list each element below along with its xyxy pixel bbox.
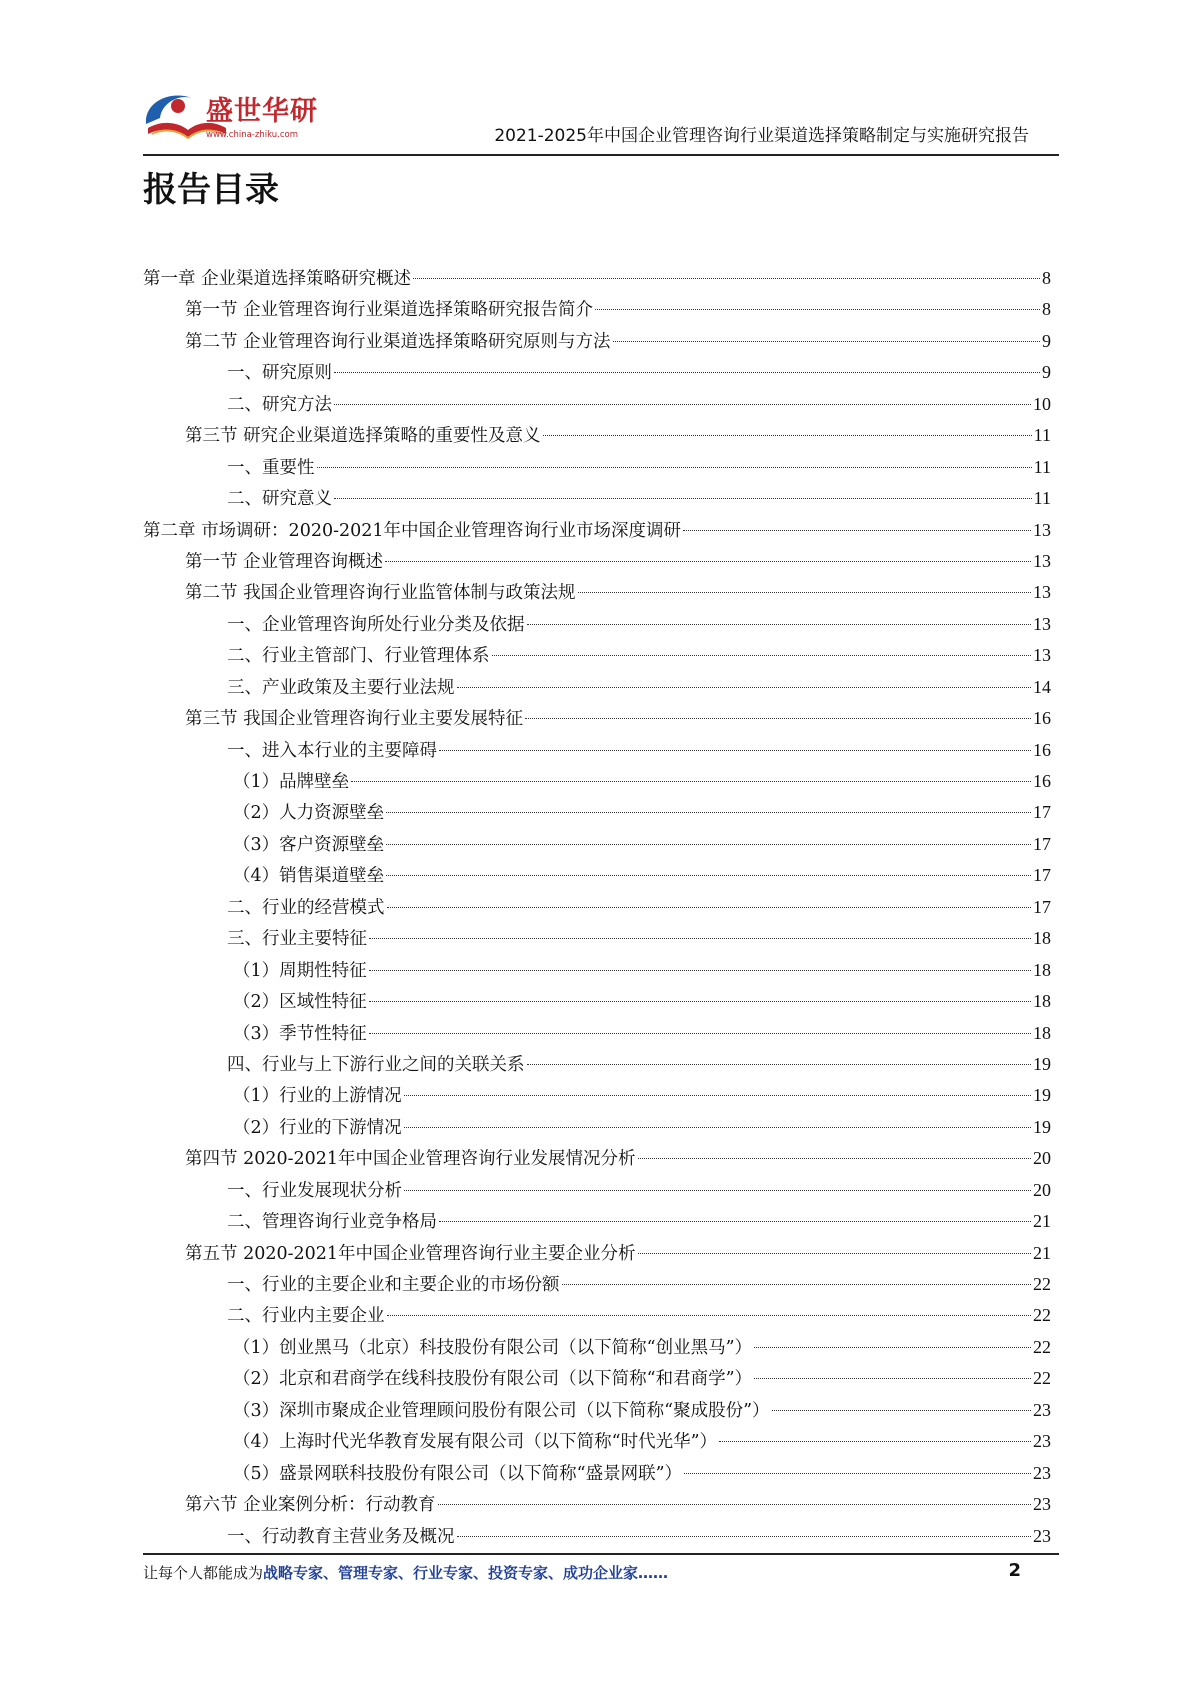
toc-entry-page: 22 bbox=[1033, 1305, 1051, 1326]
toc-entry-page: 21 bbox=[1033, 1211, 1051, 1232]
toc-entry-label: 第一章 企业渠道选择策略研究概述 bbox=[143, 269, 412, 289]
toc-dot-leader bbox=[404, 1095, 1031, 1096]
toc-entry[interactable] bbox=[143, 1143, 1051, 1174]
toc-entry-label: 一、行业发展现状分析 bbox=[227, 1180, 402, 1201]
toc-entry[interactable] bbox=[143, 1206, 1051, 1237]
toc-entry-label: 二、研究意义 bbox=[227, 489, 332, 510]
toc-entry-label: （5）盛景网联科技股份有限公司（以下简称“盛景网联”） bbox=[233, 1463, 683, 1484]
toc-entry[interactable] bbox=[143, 735, 1051, 766]
logo-url: www.china-zhiku.com bbox=[206, 130, 298, 140]
toc-dot-leader bbox=[719, 1441, 1031, 1442]
toc-entry[interactable] bbox=[143, 389, 1051, 420]
toc-entry[interactable] bbox=[143, 609, 1051, 640]
toc-dot-leader bbox=[754, 1378, 1031, 1379]
toc-entry-page: 17 bbox=[1033, 802, 1051, 823]
toc-entry-label: 一、企业管理咨询所处行业分类及依据 bbox=[227, 614, 525, 635]
toc-entry-page: 23 bbox=[1033, 1462, 1051, 1483]
toc-entry-label: 第一节 企业管理咨询概述 bbox=[185, 551, 384, 572]
toc-entry[interactable] bbox=[143, 892, 1051, 923]
toc-entry-label: （4）销售渠道壁垒 bbox=[233, 866, 385, 887]
toc-entry[interactable] bbox=[143, 672, 1051, 703]
table-of-contents bbox=[143, 263, 1051, 1552]
toc-dot-leader bbox=[543, 435, 1032, 436]
toc-dot-leader bbox=[638, 1158, 1031, 1159]
toc-entry-page: 14 bbox=[1033, 676, 1051, 697]
toc-entry[interactable] bbox=[143, 515, 1051, 546]
toc-entry[interactable] bbox=[143, 546, 1051, 577]
toc-dot-leader bbox=[386, 844, 1031, 845]
toc-dot-leader bbox=[334, 404, 1031, 405]
toc-entry[interactable] bbox=[143, 1080, 1051, 1111]
toc-entry-page: 23 bbox=[1033, 1494, 1051, 1515]
toc-entry-label: 二、行业的经营模式 bbox=[227, 897, 385, 918]
toc-entry-label: 第三节 研究企业渠道选择策略的重要性及意义 bbox=[185, 426, 541, 447]
toc-entry-label: 二、行业主管部门、行业管理体系 bbox=[227, 646, 490, 667]
toc-dot-leader bbox=[492, 655, 1032, 656]
toc-entry-label: 一、进入本行业的主要障碍 bbox=[227, 740, 437, 761]
toc-entry-page: 10 bbox=[1033, 393, 1051, 414]
toc-entry-page: 23 bbox=[1033, 1399, 1051, 1420]
toc-entry-page: 19 bbox=[1033, 1116, 1051, 1137]
toc-entry-label: （3）季节性特征 bbox=[233, 1023, 367, 1044]
toc-entry-page: 18 bbox=[1033, 959, 1051, 980]
footer-slogan bbox=[143, 1566, 668, 1581]
toc-entry[interactable] bbox=[143, 797, 1051, 828]
toc-entry-page: 17 bbox=[1033, 896, 1051, 917]
toc-entry-label: （1）品牌壁垒 bbox=[233, 772, 350, 792]
toc-entry[interactable] bbox=[143, 1018, 1051, 1049]
toc-dot-leader bbox=[457, 687, 1032, 688]
toc-dot-leader bbox=[527, 1064, 1032, 1065]
toc-entry-page: 9 bbox=[1042, 362, 1051, 383]
toc-dot-leader bbox=[438, 1504, 1031, 1505]
toc-entry-page: 18 bbox=[1033, 991, 1051, 1012]
toc-entry-label: 四、行业与上下游行业之间的关联关系 bbox=[227, 1054, 525, 1075]
toc-entry-page: 20 bbox=[1033, 1148, 1051, 1169]
toc-entry-label: （2）北京和君商学在线科技股份有限公司（以下简称“和君商学”） bbox=[233, 1369, 753, 1390]
toc-dot-leader bbox=[413, 278, 1040, 279]
toc-entry-page: 13 bbox=[1033, 519, 1051, 540]
toc-entry-page: 16 bbox=[1033, 708, 1051, 729]
toc-entry[interactable] bbox=[143, 829, 1051, 860]
toc-entry-page: 13 bbox=[1033, 550, 1051, 571]
toc-entry[interactable] bbox=[143, 955, 1051, 986]
toc-entry[interactable] bbox=[143, 1238, 1051, 1269]
toc-entry-label: 二、管理咨询行业竞争格局 bbox=[227, 1212, 437, 1233]
toc-entry-label: 二、行业内主要企业 bbox=[227, 1306, 385, 1327]
toc-dot-leader bbox=[439, 1221, 1031, 1222]
toc-dot-leader bbox=[525, 718, 1031, 719]
toc-dot-leader bbox=[351, 781, 1031, 782]
toc-entry[interactable] bbox=[143, 1521, 1051, 1552]
toc-entry-label: （1）行业的上游情况 bbox=[233, 1086, 402, 1107]
toc-dot-leader bbox=[457, 1536, 1032, 1537]
toc-dot-leader bbox=[527, 624, 1032, 625]
toc-entry[interactable] bbox=[143, 294, 1051, 325]
toc-entry[interactable] bbox=[143, 1458, 1051, 1489]
toc-entry-page: 18 bbox=[1033, 1022, 1051, 1043]
toc-entry-label: 一、行业的主要企业和主要企业的市场份额 bbox=[227, 1275, 560, 1295]
toc-dot-leader bbox=[684, 1473, 1031, 1474]
toc-entry-page: 13 bbox=[1033, 582, 1051, 603]
toc-entry-page: 19 bbox=[1033, 1085, 1051, 1106]
toc-dot-leader bbox=[404, 1190, 1031, 1191]
toc-entry-label: 三、行业主要特征 bbox=[227, 929, 367, 950]
toc-dot-leader bbox=[387, 1315, 1032, 1316]
toc-dot-leader bbox=[369, 938, 1031, 939]
toc-entry-label: 第一节 企业管理咨询行业渠道选择策略研究报告简介 bbox=[185, 300, 594, 321]
logo-brand-name: 盛世华研 bbox=[206, 96, 318, 127]
toc-dot-leader bbox=[439, 750, 1031, 751]
toc-entry-label: （1）创业黑马（北京）科技股份有限公司（以下简称“创业黑马”） bbox=[233, 1337, 753, 1358]
toc-entry-page: 22 bbox=[1033, 1368, 1051, 1389]
toc-dot-leader bbox=[754, 1347, 1031, 1348]
toc-dot-leader bbox=[386, 875, 1031, 876]
toc-entry-page: 22 bbox=[1033, 1274, 1051, 1294]
toc-entry-label: 第六节 企业案例分析：行动教育 bbox=[185, 1495, 436, 1516]
toc-entry-page: 19 bbox=[1033, 1053, 1051, 1074]
toc-entry-label: （3）客户资源壁垒 bbox=[233, 834, 385, 855]
toc-entry[interactable] bbox=[143, 357, 1051, 388]
toc-entry[interactable] bbox=[143, 1300, 1051, 1331]
toc-entry[interactable] bbox=[143, 1395, 1051, 1426]
toc-entry[interactable] bbox=[143, 1269, 1051, 1300]
toc-entry-label: 一、重要性 bbox=[227, 457, 315, 478]
toc-entry-label: 第五节 2020-2021年中国企业管理咨询行业主要企业分析 bbox=[185, 1243, 636, 1264]
toc-entry-label: 一、行动教育主营业务及概况 bbox=[227, 1526, 455, 1547]
toc-entry[interactable] bbox=[143, 1112, 1051, 1143]
toc-entry-label: 第二节 企业管理咨询行业渠道选择策略研究原则与方法 bbox=[185, 331, 611, 352]
toc-entry-page: 17 bbox=[1033, 833, 1051, 854]
toc-entry-page: 18 bbox=[1033, 928, 1051, 949]
toc-entry-label: 三、产业政策及主要行业法规 bbox=[227, 677, 455, 698]
toc-dot-leader bbox=[404, 1127, 1031, 1128]
toc-entry[interactable] bbox=[143, 766, 1051, 797]
toc-dot-leader bbox=[638, 1253, 1031, 1254]
toc-entry-page: 16 bbox=[1033, 771, 1051, 791]
report-title: 2021-2025年中国企业管理咨询行业渠道选择策略制定与实施研究报告 bbox=[494, 126, 1029, 146]
toc-dot-leader bbox=[683, 530, 1031, 531]
toc-entry[interactable] bbox=[143, 263, 1051, 294]
header-divider bbox=[143, 154, 1059, 156]
toc-entry[interactable] bbox=[143, 860, 1051, 891]
toc-entry-page: 8 bbox=[1042, 299, 1051, 320]
toc-entry-page: 11 bbox=[1033, 456, 1051, 477]
toc-dot-leader bbox=[334, 498, 1032, 499]
toc-entry-label: 第二章 市场调研：2020-2021年中国企业管理咨询行业市场深度调研 bbox=[143, 520, 682, 541]
toc-dot-leader bbox=[387, 907, 1032, 908]
toc-entry[interactable] bbox=[143, 986, 1051, 1017]
toc-dot-leader bbox=[772, 1410, 1031, 1411]
toc-entry[interactable] bbox=[143, 483, 1051, 514]
toc-entry-page: 20 bbox=[1033, 1179, 1051, 1200]
toc-entry[interactable] bbox=[143, 640, 1051, 671]
toc-entry-page: 13 bbox=[1033, 613, 1051, 634]
toc-entry[interactable] bbox=[143, 703, 1051, 734]
toc-entry[interactable] bbox=[143, 1426, 1051, 1457]
toc-entry-page: 22 bbox=[1033, 1336, 1051, 1357]
slogan-highlight: 战略专家、管理专家、行业专家、投资专家、成功企业家…… bbox=[263, 1564, 669, 1582]
toc-entry-page: 23 bbox=[1033, 1525, 1051, 1546]
toc-entry[interactable] bbox=[143, 1175, 1051, 1206]
toc-entry[interactable] bbox=[143, 923, 1051, 954]
toc-dot-leader bbox=[385, 561, 1031, 562]
toc-entry-label: （3）深圳市聚成企业管理顾问股份有限公司（以下简称“聚成股份”） bbox=[233, 1400, 770, 1421]
toc-dot-leader bbox=[613, 341, 1040, 342]
toc-entry-page: 16 bbox=[1033, 739, 1051, 760]
toc-dot-leader bbox=[334, 372, 1040, 373]
toc-entry-page: 23 bbox=[1033, 1431, 1051, 1452]
toc-entry-label: （4）上海时代光华教育发展有限公司（以下简称“时代光华”） bbox=[233, 1432, 718, 1453]
toc-entry-page: 21 bbox=[1033, 1242, 1051, 1263]
toc-entry[interactable] bbox=[143, 1489, 1051, 1520]
toc-entry[interactable] bbox=[143, 1332, 1051, 1363]
toc-dot-leader bbox=[595, 309, 1040, 310]
toc-entry-label: （2）区域性特征 bbox=[233, 992, 367, 1013]
toc-entry-label: （2）人力资源壁垒 bbox=[233, 803, 385, 824]
toc-entry-label: 第四节 2020-2021年中国企业管理咨询行业发展情况分析 bbox=[185, 1149, 636, 1170]
toc-entry[interactable] bbox=[143, 577, 1051, 608]
toc-entry-page: 8 bbox=[1042, 268, 1051, 288]
toc-dot-leader bbox=[317, 467, 1032, 468]
toc-entry-label: 第二节 我国企业管理咨询行业监管体制与政策法规 bbox=[185, 583, 576, 604]
toc-entry-label: 二、研究方法 bbox=[227, 394, 332, 415]
toc-entry-page: 11 bbox=[1033, 425, 1051, 446]
toc-entry[interactable] bbox=[143, 420, 1051, 451]
toc-entry-page: 9 bbox=[1042, 330, 1051, 351]
slogan-lead: 让每个人都能成为 bbox=[143, 1564, 264, 1582]
footer-divider bbox=[143, 1553, 1059, 1555]
toc-entry-label: （2）行业的下游情况 bbox=[233, 1117, 402, 1138]
toc-dot-leader bbox=[369, 1001, 1031, 1002]
toc-dot-leader bbox=[369, 1033, 1031, 1034]
toc-entry[interactable] bbox=[143, 452, 1051, 483]
toc-dot-leader bbox=[562, 1284, 1032, 1285]
page-title: 报告目录 bbox=[143, 170, 279, 210]
toc-entry[interactable] bbox=[143, 1049, 1051, 1080]
toc-entry-page: 17 bbox=[1033, 865, 1051, 886]
page-number: 2 bbox=[1008, 1560, 1021, 1581]
toc-entry-page: 13 bbox=[1033, 645, 1051, 666]
toc-entry-label: 第三节 我国企业管理咨询行业主要发展特征 bbox=[185, 709, 524, 730]
toc-entry[interactable] bbox=[143, 326, 1051, 357]
toc-dot-leader bbox=[369, 970, 1031, 971]
toc-entry[interactable] bbox=[143, 1363, 1051, 1394]
toc-entry-label: （1）周期性特征 bbox=[233, 960, 367, 981]
toc-dot-leader bbox=[386, 812, 1031, 813]
toc-entry-label: 一、研究原则 bbox=[227, 363, 332, 384]
toc-entry-page: 11 bbox=[1033, 488, 1051, 509]
toc-dot-leader bbox=[578, 592, 1031, 593]
